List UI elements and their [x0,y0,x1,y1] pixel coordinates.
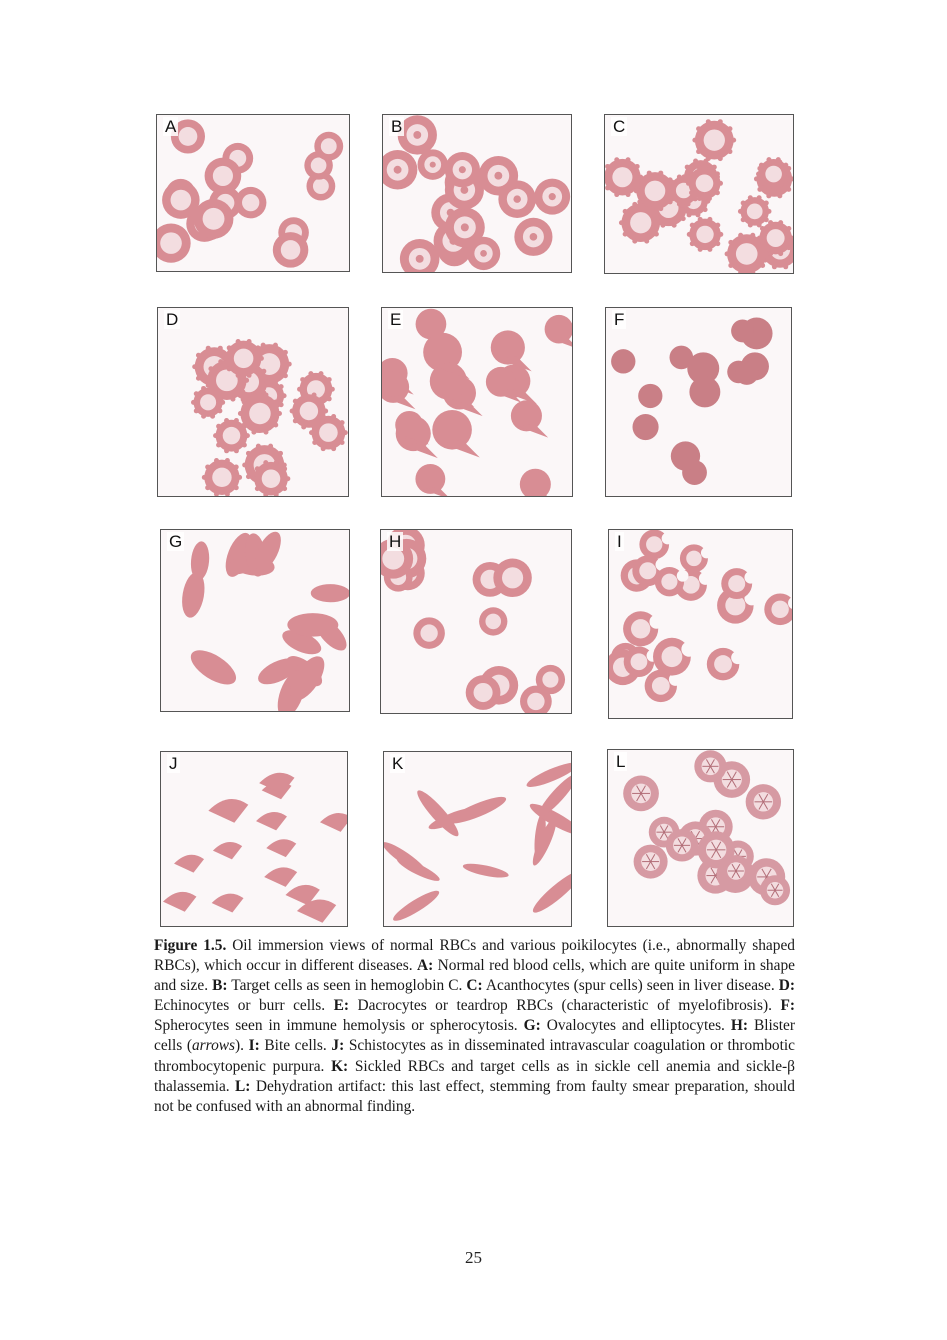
blood-cell [320,813,347,832]
blood-cell [212,894,244,913]
caption-key-g: G: [523,1017,541,1035]
micrograph-image [605,115,793,273]
blood-cell [413,617,444,648]
blood-cell [746,784,781,819]
blood-cell [511,400,548,437]
panel-label-d: D [166,310,179,329]
blood-cell [634,845,668,879]
panel-label-e: E [390,310,402,329]
caption-key-b: B: [212,977,228,995]
caption-text-l: Dehydration artifact: this last effect, stemming from faulty smear preparation, should not be confused with an abnormal finding. [154,1077,795,1115]
blood-cell [157,223,191,262]
panel-label-f: F [614,310,625,329]
micrograph-image [161,530,349,711]
blood-cell [671,441,700,470]
blood-cell [536,665,565,694]
figure-panel-l [607,749,794,927]
page-number: 25 [465,1248,482,1267]
caption-key-e: E: [333,997,350,1015]
micrograph-image [158,308,348,496]
blood-cell [623,611,663,646]
blood-cell [632,414,658,440]
micrograph-image [157,115,349,271]
caption-text-h-italic: arrows [191,1037,236,1055]
caption-text-h-after: ). [235,1037,249,1055]
blood-cell [287,613,338,637]
blood-cell [273,232,309,268]
panel-label-l: L [616,752,626,771]
blood-cell [479,156,519,196]
blood-cell [194,199,234,239]
figure-caption [154,936,795,1117]
micrograph-image [609,530,792,718]
blood-cell [462,861,510,880]
figure-panel-a [156,114,350,272]
caption-text-f: Spherocytes seen in immune hemolysis or spherocytosis. [154,1017,524,1035]
caption-figure-label: Figure 1.5. [154,937,227,954]
blood-cell [395,854,442,884]
caption-text-i: Bite cells. [259,1037,332,1055]
blood-cell [447,792,509,828]
blood-cell [466,675,501,710]
blood-cell [638,384,662,408]
blood-cell [731,320,754,343]
blood-cell [400,239,440,272]
blood-cell [611,349,635,373]
caption-text-b: Target cells as seen in hemoglobin C. [227,977,467,995]
blood-cell [174,855,204,873]
blood-cell [520,469,557,496]
blood-cell [445,207,485,247]
caption-text-j: Schistocytes as in disseminated intravascular coagulation or thrombotic thrombocytopenic purpura. [154,1037,795,1075]
blood-cell [707,648,744,680]
panel-label-h: H [389,532,402,551]
caption-key-f: F: [780,997,796,1015]
blood-cell [202,458,242,496]
micrograph-image [384,752,571,926]
blood-cell [445,152,480,187]
caption-key-j: J: [331,1037,345,1055]
blood-cell [529,866,571,917]
caption-intro: Oil immersion views of normal RBCs and various poikilocytes (i.e., abnormally shaped RBCs), which occur in different diseases. [154,937,795,975]
figure-panel-h [380,529,572,714]
caption-key-a: A: [417,957,434,975]
blood-cell [514,218,552,256]
blood-cell [208,799,248,823]
caption-text-a: Normal red blood cells, which are quite uniform in shape and size. [154,957,795,995]
panel-label-g: G [169,532,183,551]
blood-cell [163,892,196,912]
panel-label-b: B [391,117,403,136]
panel-label-i: I [617,532,622,551]
micrograph-image [381,530,571,713]
micrograph-image [606,308,791,496]
blood-cell [666,829,698,861]
caption-key-c: C: [466,977,483,995]
blood-cell [311,584,349,602]
micrograph-image [382,308,572,496]
panel-label-a: A [165,117,177,136]
blood-cell [735,361,759,385]
blood-cell [264,867,297,887]
blood-cell [689,376,720,407]
caption-text-g: Ovalocytes and elliptocytes. [540,1017,731,1035]
caption-text-c: Acanthocytes (spur cells) seen in liver disease. [482,977,779,995]
caption-key-h: H: [730,1017,748,1035]
figure-panel-d [157,307,349,497]
blood-cell [256,812,287,830]
caption-text-d: Echinocytes or burr cells. [154,997,334,1015]
micrograph-image [608,750,793,926]
figure-panel-e [381,307,573,497]
figure-panel-j [160,751,348,927]
blood-cell [383,150,417,190]
panel-label-j: J [169,754,178,773]
figure-panel-b [382,114,572,273]
blood-cell [415,464,451,496]
blood-cell [760,875,790,905]
figure-panel-g [160,529,350,712]
blood-cell [623,776,659,812]
blood-cell [479,607,507,635]
caption-key-d: D: [778,977,796,995]
blood-cell [545,315,572,349]
blood-cell [382,371,415,409]
blood-cell [764,593,792,625]
micrograph-image [161,752,347,926]
blood-cell [235,187,266,218]
blood-cell [432,410,480,458]
blood-cell [390,887,442,925]
figure-panel-k [383,751,572,927]
blood-cell [418,149,448,179]
blood-cell [698,831,735,868]
caption-text-h-before: Blister cells ( [154,1017,795,1055]
blood-cell [639,530,673,559]
blood-cell [534,179,570,215]
panel-label-k: K [392,754,404,773]
blood-cell [692,119,736,161]
blood-cell [694,750,726,782]
blood-cell [185,643,241,691]
blood-cell [653,638,696,676]
blood-cell [314,132,343,161]
blood-cell [266,839,296,857]
blood-cell [687,217,724,252]
blood-cell [162,181,200,219]
figure-panel-f [605,307,792,497]
caption-text-k: Sickled RBCs and target cells as in sickle cell anemia and sickle-β thalassemia. [154,1057,795,1095]
micrograph-image [383,115,571,272]
caption-key-i: I: [248,1037,260,1055]
figure-panel-i [608,529,793,719]
figure-panel-c [604,114,794,274]
blood-cell [680,544,712,572]
panel-label-c: C [613,117,626,136]
caption-text-e: Dacrocytes or teardrop RBCs (characteristic of myelofibrosis). [349,997,781,1015]
blood-cell [493,559,531,597]
caption-key-k: K: [331,1057,349,1075]
caption-key-l: L: [235,1077,251,1095]
blood-cell [213,842,242,859]
blood-cell [738,195,772,227]
